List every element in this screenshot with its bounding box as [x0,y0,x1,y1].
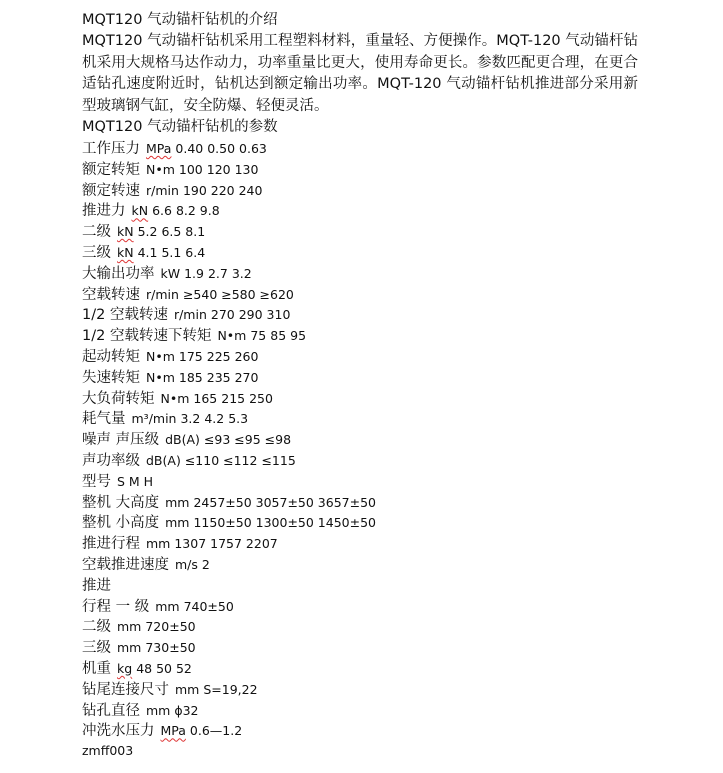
param-label: 1/2 空载转速 [82,307,168,324]
param-label: 推进行程 [82,536,140,553]
param-label: 推进 [82,577,111,594]
param-unit: kW [160,265,181,281]
param-values: 270 290 310 [210,307,291,323]
param-row [82,575,642,596]
param-unit: mm [146,702,171,718]
params-heading: MQT120 气动锚杆钻机的参数 [82,119,278,135]
param-unit: MPa [146,141,172,156]
param-row [82,180,642,201]
param-label: 二级 [82,224,111,241]
param-unit: mm [165,494,190,510]
param-row [82,346,642,367]
param-label: 大负荷转矩 [82,390,155,407]
param-row [82,325,642,346]
param-values: 720±50 [145,619,196,635]
param-values: 185 235 270 [178,369,259,385]
param-values: 48 50 52 [136,660,192,676]
param-unit: dB(A) [146,452,181,468]
param-label: 钻尾连接尺寸 [82,681,169,698]
param-unit: N•m [146,348,175,364]
param-unit: MPa [160,723,186,739]
param-label: 额定转矩 [82,161,140,178]
param-values: 75 85 95 [250,328,307,344]
param-row [82,200,642,221]
param-unit: mm [175,681,200,697]
param-values: 2457±50 3057±50 3657±50 [193,494,376,510]
param-unit: m/s [175,556,198,572]
param-row [82,221,642,242]
param-label: 大输出功率 [82,265,155,282]
param-row [82,658,642,679]
param-values: ≤110 ≤112 ≤115 [184,452,296,468]
param-list [82,138,642,741]
param-row [82,637,642,658]
param-values: 190 220 240 [182,182,263,198]
param-unit: N•m [146,369,175,385]
param-values: 1150±50 1300±50 1450±50 [193,515,376,531]
param-label: 空载推进速度 [82,556,169,573]
param-unit: mm [155,598,180,614]
param-values: S=19,22 [203,681,258,697]
param-label: 失速转矩 [82,369,140,386]
param-row [82,304,642,325]
param-row [82,450,642,471]
param-row [82,159,642,180]
param-unit: kN [131,203,149,219]
param-row [82,533,642,554]
param-row [82,367,642,388]
param-values: 165 215 250 [193,390,273,406]
param-unit: N•m [217,328,247,344]
param-label: 二级 [82,619,111,636]
param-row [82,512,642,533]
param-values: ≥540 ≥580 ≥620 [182,286,294,302]
param-unit: m³/min [131,411,177,427]
param-label: 行程 一 级 [82,598,150,615]
footer-code: zmff003 [82,743,134,759]
param-values: ≤93 ≤95 ≤98 [203,432,292,448]
param-values: ϕ32 [174,702,199,718]
param-label: 整机 大高度 [82,494,160,511]
param-label: 型号 [82,473,111,490]
param-row [82,554,642,575]
param-values: 6.6 8.2 9.8 [152,203,220,219]
param-row [82,679,642,700]
param-label: 整机 小高度 [82,515,160,532]
param-unit: kN [117,224,134,240]
param-unit: kN [117,244,134,260]
param-unit: mm [117,619,142,635]
param-values: 4.1 5.1 6.4 [137,244,206,260]
param-unit: kg [117,660,133,676]
param-row [82,408,642,429]
param-label: 1/2 空载转速下转矩 [82,328,212,345]
param-row [82,700,642,721]
param-row [82,284,642,305]
param-row [82,138,642,159]
param-label: 冲洗水压力 [82,723,155,740]
param-row [82,616,642,637]
param-row [82,242,642,263]
param-label: 耗气量 [82,411,126,428]
param-values: 2 [201,556,210,572]
param-values: 5.2 6.5 8.1 [137,224,206,240]
param-row [82,429,642,450]
param-row [82,596,642,617]
param-row [82,388,642,409]
param-unit: S M H [117,473,154,489]
param-label: 机重 [82,660,111,677]
param-row [82,471,642,492]
param-unit: dB(A) [165,432,200,448]
param-label: 声功率级 [82,452,140,469]
param-values: 100 120 130 [178,161,259,177]
document-body [82,10,642,761]
param-values: 0.6—1.2 [189,723,243,739]
param-label: 三级 [82,244,111,261]
param-unit: N•m [146,161,175,177]
param-row [82,720,642,741]
param-values: 3.2 4.2 5.3 [180,411,249,427]
param-row [82,492,642,513]
intro-paragraph: MQT120 气动锚杆钻机采用工程塑料材料，重量轻、方便操作。MQT-120 气动锚杆钻机采用大规格马达作动力，功率重量比更大，使用寿命更长。参数匹配更合理，在更合适钻孔速度附近时，钻机达到额定输出功率。MQT-120 气动锚杆钻机推进部分采用新型玻璃钢气缸，安全防爆、轻便灵活。 [82,33,638,114]
param-label: 推进力 [82,203,126,220]
param-unit: mm [117,640,142,656]
param-values: 740±50 [183,598,234,614]
param-unit: N•m [160,390,190,406]
param-label: 工作压力 [82,141,140,157]
param-unit: mm [146,536,171,552]
param-unit: mm [165,515,190,531]
param-label: 空载转速 [82,286,140,303]
param-label: 钻孔直径 [82,702,140,719]
param-unit: r/min [146,286,179,302]
param-label: 噪声 声压级 [82,432,160,449]
param-values: 1307 1757 2207 [174,536,278,552]
param-label: 起动转矩 [82,348,140,365]
param-unit: r/min [146,182,179,198]
param-label: 三级 [82,640,111,657]
param-row [82,263,642,284]
param-values: 730±50 [145,640,196,656]
param-label: 额定转速 [82,182,140,199]
param-values: 1.9 2.7 3.2 [184,265,252,281]
param-values: 175 225 260 [178,348,259,364]
param-values: 0.40 0.50 0.63 [175,141,267,156]
intro-heading: MQT120 气动锚杆钻机的介绍 [82,12,278,28]
param-unit: r/min [173,307,207,323]
